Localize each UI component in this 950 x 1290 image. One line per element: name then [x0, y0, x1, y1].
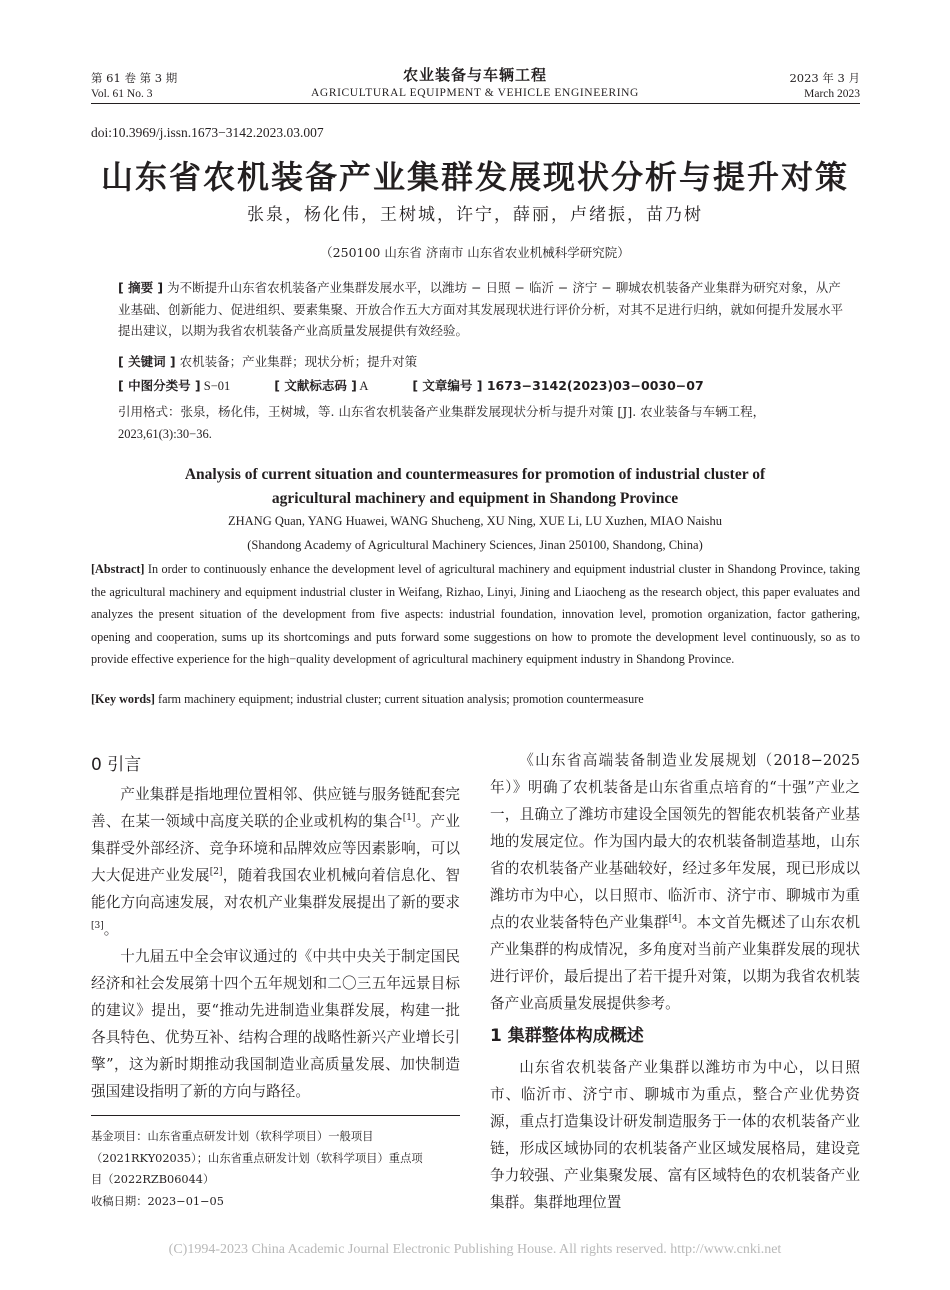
- footnote: [91, 1126, 460, 1212]
- keywords-cn: [118, 351, 848, 373]
- doi[interactable]: doi:10.3969/j.issn.1673−3142.2023.03.007: [91, 125, 324, 140]
- clc-label: [ 中图分类号 ]: [118, 378, 201, 393]
- english-keywords-text: farm machinery equipment; industrial cluster; current situation analysis; promotion countermeasure: [154, 692, 644, 706]
- right-column: [490, 747, 860, 1216]
- ref-3[interactable]: [3]: [91, 921, 104, 931]
- doc-code-value: A: [356, 379, 369, 393]
- citation-line2: 2023,61(3):30−36.: [118, 427, 212, 441]
- affiliation-cn: （250100 山东省 济南市 山东省农业机械科学研究院）: [320, 245, 630, 260]
- p1-text-d: 。: [103, 921, 119, 938]
- abstract-cn: [118, 277, 848, 342]
- english-authors: ZHANG Quan, YANG Huawei, WANG Shucheng, XU Ning, XUE Li, LU Xuzhen, MIAO Naishu: [227, 514, 723, 528]
- journal-name-cn: 农业装备与车辆工程: [402, 66, 547, 84]
- section-1-heading: 1 集群整体构成概述: [490, 1026, 644, 1046]
- ref-4[interactable]: [4]: [668, 914, 682, 924]
- english-keywords-label: [Key words]: [91, 692, 155, 706]
- keywords-cn-text: 农机装备；产业集群；现状分析；提升对策: [175, 354, 418, 369]
- paragraph-1: [91, 781, 460, 943]
- citation-label: 引用格式：: [118, 404, 181, 419]
- english-title-line2: agricultural machinery and equipment in Shandong Province: [271, 490, 679, 507]
- left-column: [91, 752, 460, 1105]
- fund-line-3: 目（2022RZB06044）: [91, 1173, 215, 1186]
- p3-text-a: 《山东省高端装备制造业发展规划（2018−2025年）》明确了农机装备是山东省重点培育的“十强”产业之一，且确立了潍坊市建设全国领先的智能农机装备产业基地的发展定位。作为国内最大的农机装备制造基地，山东省的农机装备产业基础较好，经过多年发展，现已形成以潍坊市为中心，以日照市、临沂市、济宁市、聊城市为重点的农业装备特色产业集群: [490, 752, 860, 931]
- citation: [118, 400, 848, 446]
- running-header-left: [91, 70, 177, 102]
- footnote-rule: [91, 1115, 460, 1116]
- copyright-footer: (C)1994-2023 China Academic Journal Electronic Publishing House. All rights reserved. http://www.cnki.net: [168, 1242, 782, 1257]
- paper-title: 山东省农机装备产业集群发展现状分析与提升对策: [100, 158, 849, 196]
- header-rule: [91, 103, 860, 104]
- date-en: March 2023: [804, 88, 860, 100]
- paragraph-3: [490, 747, 860, 1017]
- journal-name-en: AGRICULTURAL EQUIPMENT & VEHICLE ENGINEERING: [311, 87, 639, 99]
- running-header-center: [200, 66, 750, 101]
- section-0-heading: 0 引言: [91, 755, 142, 775]
- fund-line-1: 基金项目：山东省重点研发计划（软科学项目）一般项目: [91, 1130, 374, 1143]
- classification-row: [118, 375, 848, 398]
- keywords-cn-label: [ 关键词 ]: [118, 354, 176, 369]
- english-keywords: [91, 692, 860, 707]
- english-abstract-label: [Abstract]: [91, 562, 145, 576]
- date-cn: 2023 年 3 月: [789, 71, 860, 85]
- english-abstract-text: In order to continuously enhance the development level of agricultural machinery and equipment industrial cluster in Shandong Province, taking the agricultural machinery and equipment industrial cluster in Weifang, Rizhao, Linyi, Jining and Liaocheng as the research object, this paper evaluates and analyzes the present situation of the development from five aspects: industrial foundation, innovation level, promotion organization, factor gathering, opening and cooperation, sums up its shortcomings and puts forward some suggestions on how to promote the development level continuously, so as to provide effective experience for the high−quality development of agricultural machinery equipment industry in Shandong Province.: [91, 562, 860, 666]
- abstract-cn-text: 为不断提升山东省农机装备产业集群发展水平，以潍坊 − 日照 − 临沂 − 济宁 − 聊城农机装备产业集群为研究对象，从产业基础、创新能力、促进组织、要素集聚、开放合作五大方面对其发展现状进行评价分析，对其不足进行归纳，就如何提升发展水平提出建议，以期为我省农机装备产业高质量发展提供有效经验。: [118, 280, 844, 338]
- doc-code-label: [ 文献标志码 ]: [274, 378, 357, 393]
- citation-line1: 张泉，杨化伟，王树城，等. 山东省农机装备产业集群发展现状分析与提升对策 [J]. 农业装备与车辆工程，: [180, 404, 766, 419]
- p1-text-c: ，随着我国农业机械向着信息化、智能化方向高速发展，对农机产业集群发展提出了新的要求: [91, 867, 460, 911]
- paragraph-4: 山东省农机装备产业集群以潍坊市为中心，以日照市、临沂市、济宁市、聊城市为重点，整合产业优势资源，重点打造集设计研发制造服务于一体的农机装备产业链，形成区域协同的农机装备产业区域发展格局，建设竞争力较强、产业集聚发展、富有区域特色的农机装备产业集群。集群地理位置: [490, 1059, 860, 1211]
- p1-text-a: 产业集群是指地理位置相邻、供应链与服务链配套完善、在某一领域中高度关联的企业或机构的集合: [91, 786, 460, 830]
- ref-2[interactable]: [2]: [209, 867, 223, 877]
- running-header-right: [789, 70, 860, 102]
- english-affiliation: (Shandong Academy of Agricultural Machinery Sciences, Jinan 250100, Shandong, China): [247, 538, 703, 552]
- volume-issue-cn: 第 61 卷 第 3 期: [91, 71, 178, 85]
- ref-1[interactable]: [1]: [402, 813, 416, 823]
- p3-text-b: 。本文首先概述了山东农机产业集群的构成情况，多角度对当前产业集群发展的现状进行评价，最后提出了若干提升对策，以期为我省农机装备产业高质量发展提供参考。: [490, 914, 860, 1012]
- english-title-line1: Analysis of current situation and countermeasures for promotion of industrial cluster of: [184, 466, 766, 483]
- clc-value: S−01: [200, 379, 231, 393]
- paragraph-2: 十九届五中全会审议通过的《中共中央关于制定国民经济和社会发展第十四个五年规划和二〇三五年远景目标的建议》提出，要“推动先进制造业集群发展，构建一批各具特色、优势互补、结构合理的战略性新兴产业增长引擎”，这为新时期推动我国制造业高质量发展、加快制造强国建设指明了新的方向与路径。: [91, 948, 460, 1100]
- authors-cn: 张泉，杨化伟，王树城，许宁，薛丽，卢绪振，苗乃树: [247, 205, 703, 225]
- english-abstract: [91, 558, 860, 671]
- p1-text-b: 。产业集群受外部经济、竞争环境和品牌效应等因素影响，可以大大促进产业发展: [91, 813, 460, 884]
- abstract-cn-label: [ 摘要 ]: [118, 280, 164, 295]
- volume-issue-en: Vol. 61 No. 3: [91, 88, 153, 100]
- article-no-label: [ 文章编号 ]: [412, 378, 483, 393]
- english-title: [100, 463, 850, 511]
- article-no-value: 1673−3142(2023)03−0030−07: [482, 378, 704, 393]
- received-date: 收稿日期：2023−01−05: [91, 1194, 224, 1208]
- fund-line-2: （2021RKY02035）；山东省重点研发计划（软科学项目）重点项: [91, 1151, 423, 1165]
